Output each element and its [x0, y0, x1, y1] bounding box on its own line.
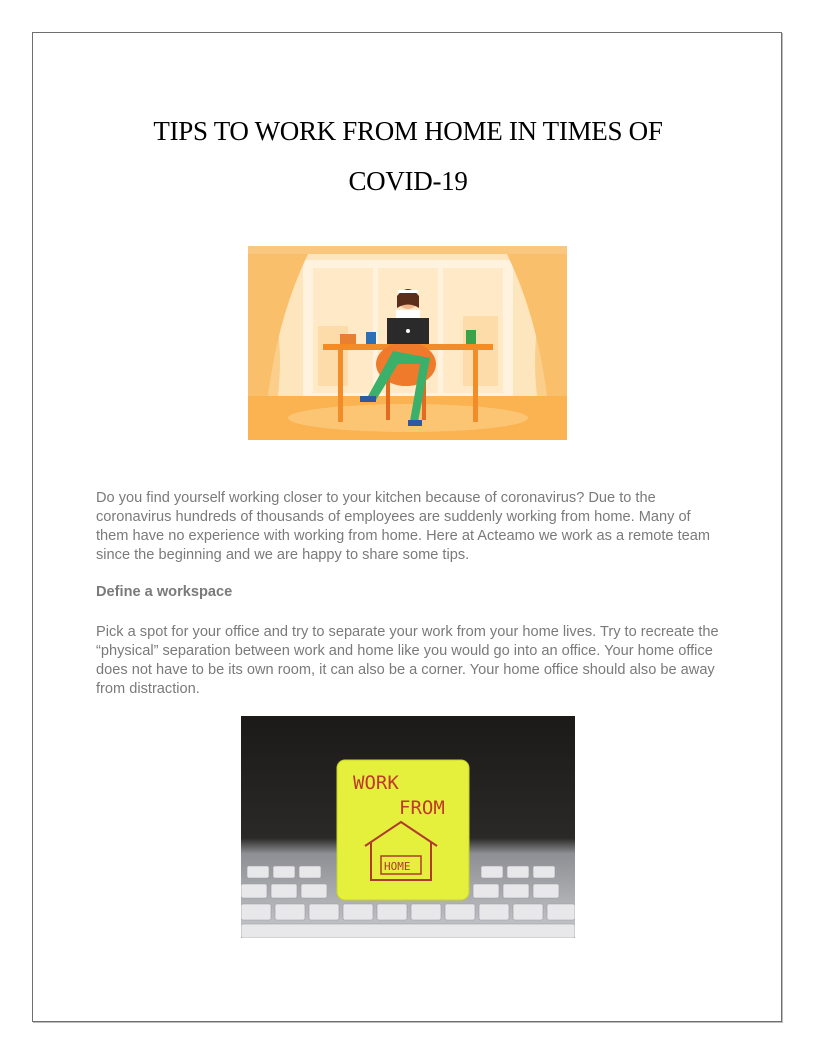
section-heading: Define a workspace	[96, 584, 233, 600]
workspace-paragraph: Pick a spot for your office and try to separate your work from your home lives. Try to recreate the “physical” separation between work and home like you would go into an office. Your home office does not have to be its own room, it can also be a corner. Your home office should also be away from distraction.	[96, 624, 719, 697]
sticky-note-house-label: HOME	[384, 860, 411, 873]
sticky-note-line-1: WORK	[353, 772, 399, 794]
document-title-line-2: COVID-19	[348, 166, 468, 196]
work-from-home-photo	[241, 716, 575, 938]
intro-paragraph: Do you find yourself working closer to your kitchen because of coronavirus? Due to the coronavirus hundreds of thousands of employees are suddenly working from home. Many of them have no experience with working from home. Here at Acteamo we work as a remote team since the beginning and we are happy to share some tips.	[96, 490, 711, 563]
document-title-line-1: TIPS TO WORK FROM HOME IN TIMES OF	[153, 116, 663, 146]
work-from-home-illustration	[248, 246, 567, 440]
sticky-note-line-2: FROM	[399, 797, 445, 819]
